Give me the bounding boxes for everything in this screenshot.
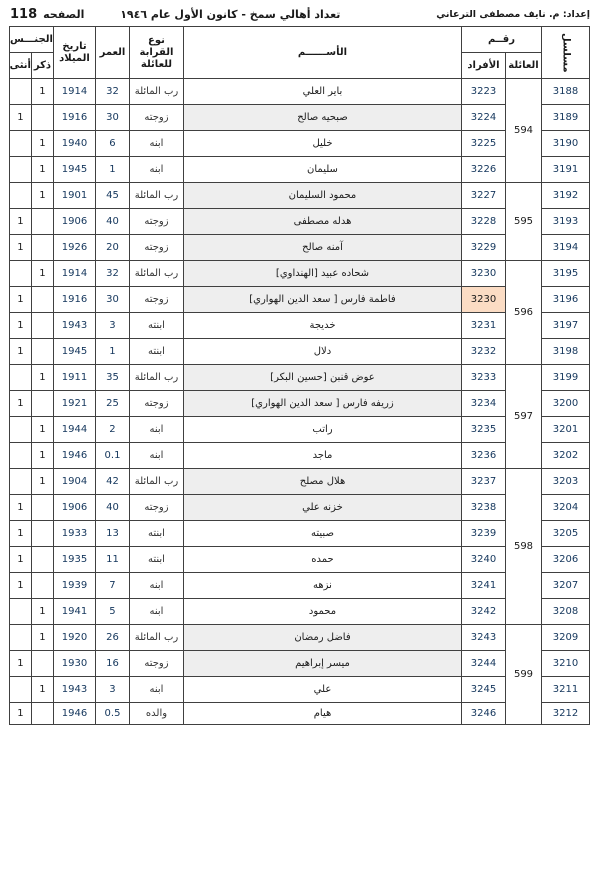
cell-age: 7 [95, 573, 129, 599]
table-row [9, 131, 589, 157]
cell-relation: زوجته [129, 495, 183, 521]
cell-birth-year: 1914 [53, 79, 95, 105]
cell-birth-year: 1904 [53, 469, 95, 495]
cell-serial: 3194 [542, 235, 590, 261]
table-row [9, 599, 589, 625]
cell-serial: 3208 [542, 599, 590, 625]
page-number: 118 [10, 6, 38, 22]
cell-female [9, 677, 31, 703]
cell-individual-number: 3225 [461, 131, 505, 157]
cell-serial: 3207 [542, 573, 590, 599]
cell-relation: ابنته [129, 313, 183, 339]
cell-family-group: 599 [506, 625, 542, 725]
cell-male [31, 105, 53, 131]
cell-female [9, 599, 31, 625]
cell-relation: زوجته [129, 391, 183, 417]
cell-name: باير العلي [183, 79, 461, 105]
cell-birth-year: 1946 [53, 703, 95, 725]
cell-name: علي [183, 677, 461, 703]
col-header-individual: الأفراد [461, 53, 505, 79]
cell-female: 1 [9, 105, 31, 131]
cell-serial: 3210 [542, 651, 590, 677]
table-row [9, 157, 589, 183]
cell-male [31, 235, 53, 261]
cell-serial: 3198 [542, 339, 590, 365]
cell-age: 2 [95, 417, 129, 443]
cell-birth-year: 1945 [53, 339, 95, 365]
cell-male: 1 [31, 625, 53, 651]
family-number-line1: رقــم [488, 33, 515, 45]
cell-age: 32 [95, 79, 129, 105]
cell-female [9, 79, 31, 105]
cell-female [9, 131, 31, 157]
cell-relation: زوجته [129, 105, 183, 131]
table-row [9, 287, 589, 313]
cell-serial: 3188 [542, 79, 590, 105]
cell-female: 1 [9, 235, 31, 261]
cell-relation: رب المائلة [129, 365, 183, 391]
cell-age: 0.1 [95, 443, 129, 469]
cell-individual-number: 3230 [461, 287, 505, 313]
birth-line2: الميلاد [59, 52, 90, 64]
table-row [9, 651, 589, 677]
cell-female [9, 157, 31, 183]
cell-serial: 3189 [542, 105, 590, 131]
cell-female: 1 [9, 651, 31, 677]
cell-birth-year: 1911 [53, 365, 95, 391]
cell-individual-number: 3239 [461, 521, 505, 547]
cell-birth-year: 1941 [53, 599, 95, 625]
table-row [9, 677, 589, 703]
cell-age: 35 [95, 365, 129, 391]
cell-family-group: 595 [506, 183, 542, 261]
cell-relation: والده [129, 703, 183, 725]
cell-individual-number: 3234 [461, 391, 505, 417]
cell-name: هدله مصطفى [183, 209, 461, 235]
page-label: الصفحه [43, 7, 85, 21]
cell-female: 1 [9, 391, 31, 417]
col-header-age: العمر [95, 27, 129, 79]
cell-name: خديجة [183, 313, 461, 339]
table-head [9, 27, 589, 79]
cell-name: زريفه فارس [ سعد الدين الهواري] [183, 391, 461, 417]
cell-birth-year: 1901 [53, 183, 95, 209]
relation-line2: القرابة [139, 46, 174, 58]
cell-relation: ابنته [129, 339, 183, 365]
cell-serial: 3212 [542, 703, 590, 725]
cell-relation: ابنه [129, 417, 183, 443]
cell-family-group: 596 [506, 261, 542, 365]
table-row [9, 365, 589, 391]
cell-age: 16 [95, 651, 129, 677]
cell-birth-year: 1916 [53, 105, 95, 131]
cell-individual-number: 3223 [461, 79, 505, 105]
col-header-name: الأســــــم [183, 27, 461, 79]
table-row [9, 469, 589, 495]
birth-line1: تاريخ [62, 40, 87, 52]
cell-serial: 3199 [542, 365, 590, 391]
cell-serial: 3193 [542, 209, 590, 235]
table-row [9, 183, 589, 209]
cell-age: 42 [95, 469, 129, 495]
cell-individual-number: 3226 [461, 157, 505, 183]
cell-birth-year: 1946 [53, 443, 95, 469]
cell-birth-year: 1933 [53, 521, 95, 547]
cell-relation: رب المائلة [129, 79, 183, 105]
cell-serial: 3190 [542, 131, 590, 157]
table-row [9, 417, 589, 443]
cell-female: 1 [9, 547, 31, 573]
cell-name: نزهه [183, 573, 461, 599]
table-row [9, 313, 589, 339]
cell-serial: 3192 [542, 183, 590, 209]
cell-name: دلال [183, 339, 461, 365]
cell-serial: 3197 [542, 313, 590, 339]
cell-female [9, 469, 31, 495]
cell-age: 25 [95, 391, 129, 417]
col-header-male: ذكر [31, 53, 53, 79]
cell-female: 1 [9, 339, 31, 365]
table-body [9, 79, 589, 725]
cell-individual-number: 3229 [461, 235, 505, 261]
cell-female [9, 443, 31, 469]
cell-birth-year: 1921 [53, 391, 95, 417]
col-header-family-number [461, 27, 541, 53]
cell-female [9, 417, 31, 443]
cell-individual-number: 3237 [461, 469, 505, 495]
table-row [9, 547, 589, 573]
cell-female: 1 [9, 703, 31, 725]
cell-age: 40 [95, 495, 129, 521]
cell-name: فاضل رمضان [183, 625, 461, 651]
cell-name: ماجد [183, 443, 461, 469]
cell-relation: زوجته [129, 651, 183, 677]
cell-serial: 3206 [542, 547, 590, 573]
cell-relation: زوجته [129, 235, 183, 261]
cell-female: 1 [9, 495, 31, 521]
table-row [9, 235, 589, 261]
cell-age: 13 [95, 521, 129, 547]
cell-serial: 3203 [542, 469, 590, 495]
cell-age: 26 [95, 625, 129, 651]
cell-individual-number: 3241 [461, 573, 505, 599]
cell-age: 6 [95, 131, 129, 157]
cell-relation: رب المائلة [129, 625, 183, 651]
cell-male [31, 209, 53, 235]
col-header-relation [129, 27, 183, 79]
cell-name: سليمان [183, 157, 461, 183]
table-row [9, 105, 589, 131]
cell-relation: زوجته [129, 209, 183, 235]
cell-name: هلال مصلح [183, 469, 461, 495]
relation-line1: نوع [148, 34, 165, 46]
cell-individual-number: 3230 [461, 261, 505, 287]
page-number-group [10, 7, 84, 22]
cell-birth-year: 1914 [53, 261, 95, 287]
cell-male [31, 287, 53, 313]
cell-birth-year: 1944 [53, 417, 95, 443]
cell-male [31, 495, 53, 521]
cell-male [31, 521, 53, 547]
cell-family-group: 594 [506, 79, 542, 183]
col-header-family-group: العائلة [506, 53, 542, 79]
cell-name: حمده [183, 547, 461, 573]
cell-age: 3 [95, 313, 129, 339]
cell-male: 1 [31, 157, 53, 183]
cell-male [31, 339, 53, 365]
cell-male: 1 [31, 677, 53, 703]
cell-age: 11 [95, 547, 129, 573]
cell-birth-year: 1926 [53, 235, 95, 261]
cell-serial: 3191 [542, 157, 590, 183]
table-row [9, 573, 589, 599]
cell-age: 30 [95, 105, 129, 131]
cell-female [9, 183, 31, 209]
cell-name: صبحيه صالح [183, 105, 461, 131]
table-row [9, 209, 589, 235]
cell-male: 1 [31, 469, 53, 495]
table-row [9, 391, 589, 417]
cell-birth-year: 1906 [53, 495, 95, 521]
cell-individual-number: 3232 [461, 339, 505, 365]
cell-relation: ابنه [129, 573, 183, 599]
cell-relation: ابنه [129, 443, 183, 469]
cell-individual-number: 3242 [461, 599, 505, 625]
cell-birth-year: 1945 [53, 157, 95, 183]
cell-birth-year: 1906 [53, 209, 95, 235]
cell-male: 1 [31, 79, 53, 105]
cell-female [9, 365, 31, 391]
cell-birth-year: 1930 [53, 651, 95, 677]
cell-birth-year: 1939 [53, 573, 95, 599]
table-row [9, 625, 589, 651]
cell-age: 0.5 [95, 703, 129, 725]
cell-age: 3 [95, 677, 129, 703]
cell-age: 30 [95, 287, 129, 313]
table-row [9, 79, 589, 105]
cell-serial: 3211 [542, 677, 590, 703]
cell-birth-year: 1940 [53, 131, 95, 157]
cell-relation: رب المائلة [129, 469, 183, 495]
cell-family-group: 598 [506, 469, 542, 625]
cell-name: آمنه صالح [183, 235, 461, 261]
table-row [9, 443, 589, 469]
cell-birth-year: 1916 [53, 287, 95, 313]
cell-relation: زوجته [129, 287, 183, 313]
cell-name: شحاده عبيد [الهنداوي] [183, 261, 461, 287]
cell-name: محمود [183, 599, 461, 625]
cell-relation: ابنته [129, 521, 183, 547]
cell-name: صبيته [183, 521, 461, 547]
cell-serial: 3202 [542, 443, 590, 469]
document-title: تعداد أهالي سمخ - كانون الأول عام ١٩٤٦ [120, 7, 341, 21]
cell-individual-number: 3236 [461, 443, 505, 469]
cell-individual-number: 3244 [461, 651, 505, 677]
cell-female [9, 261, 31, 287]
cell-name: ميسر إبراهيم [183, 651, 461, 677]
cell-female [9, 625, 31, 651]
cell-individual-number: 3224 [461, 105, 505, 131]
cell-female: 1 [9, 287, 31, 313]
col-header-female: أنثى [9, 53, 31, 79]
cell-male [31, 391, 53, 417]
table-row [9, 495, 589, 521]
cell-individual-number: 3243 [461, 625, 505, 651]
col-header-gender: الجنـــس [9, 27, 53, 53]
cell-name: خزنه علي [183, 495, 461, 521]
census-table [9, 26, 590, 725]
cell-age: 32 [95, 261, 129, 287]
cell-serial: 3201 [542, 417, 590, 443]
cell-individual-number: 3228 [461, 209, 505, 235]
cell-female: 1 [9, 209, 31, 235]
cell-male [31, 313, 53, 339]
cell-male: 1 [31, 183, 53, 209]
cell-name: محمود السليمان [183, 183, 461, 209]
cell-birth-year: 1943 [53, 677, 95, 703]
cell-name: عوض قنبن [حسين البكر] [183, 365, 461, 391]
cell-male: 1 [31, 417, 53, 443]
table-row [9, 703, 589, 725]
cell-birth-year: 1935 [53, 547, 95, 573]
cell-serial: 3195 [542, 261, 590, 287]
cell-male: 1 [31, 443, 53, 469]
cell-age: 1 [95, 157, 129, 183]
cell-birth-year: 1943 [53, 313, 95, 339]
cell-name: راتب [183, 417, 461, 443]
page-header [0, 0, 600, 26]
cell-relation: ابنه [129, 599, 183, 625]
cell-male [31, 547, 53, 573]
relation-line3: للعائلة [140, 58, 173, 70]
cell-individual-number: 3245 [461, 677, 505, 703]
cell-male: 1 [31, 261, 53, 287]
cell-individual-number: 3240 [461, 547, 505, 573]
cell-age: 45 [95, 183, 129, 209]
cell-relation: ابنه [129, 677, 183, 703]
cell-serial: 3209 [542, 625, 590, 651]
cell-age: 20 [95, 235, 129, 261]
cell-serial: 3196 [542, 287, 590, 313]
cell-individual-number: 3235 [461, 417, 505, 443]
cell-individual-number: 3231 [461, 313, 505, 339]
document-credit: إعداد: م. نايف مصطفى الترعاني [436, 8, 590, 20]
cell-birth-year: 1920 [53, 625, 95, 651]
cell-female: 1 [9, 521, 31, 547]
cell-age: 40 [95, 209, 129, 235]
cell-relation: ابنه [129, 131, 183, 157]
cell-individual-number: 3238 [461, 495, 505, 521]
col-header-birth [53, 27, 95, 79]
cell-serial: 3204 [542, 495, 590, 521]
cell-individual-number: 3227 [461, 183, 505, 209]
cell-male [31, 703, 53, 725]
header-row-1 [9, 27, 589, 53]
cell-relation: ابنه [129, 157, 183, 183]
cell-relation: رب المائلة [129, 261, 183, 287]
cell-relation: رب المائلة [129, 183, 183, 209]
col-header-serial: مسلسل [542, 27, 590, 79]
cell-serial: 3205 [542, 521, 590, 547]
cell-name: خليل [183, 131, 461, 157]
cell-age: 1 [95, 339, 129, 365]
cell-age: 5 [95, 599, 129, 625]
table-row [9, 339, 589, 365]
table-row [9, 261, 589, 287]
cell-male: 1 [31, 131, 53, 157]
cell-male [31, 573, 53, 599]
cell-male: 1 [31, 599, 53, 625]
cell-female: 1 [9, 313, 31, 339]
cell-family-group: 597 [506, 365, 542, 469]
table-row [9, 521, 589, 547]
cell-male [31, 651, 53, 677]
cell-female: 1 [9, 573, 31, 599]
cell-individual-number: 3233 [461, 365, 505, 391]
cell-serial: 3200 [542, 391, 590, 417]
cell-name: هيام [183, 703, 461, 725]
cell-name: فاطمة فارس [ سعد الدين الهواري] [183, 287, 461, 313]
cell-male: 1 [31, 365, 53, 391]
cell-individual-number: 3246 [461, 703, 505, 725]
cell-relation: ابنته [129, 547, 183, 573]
